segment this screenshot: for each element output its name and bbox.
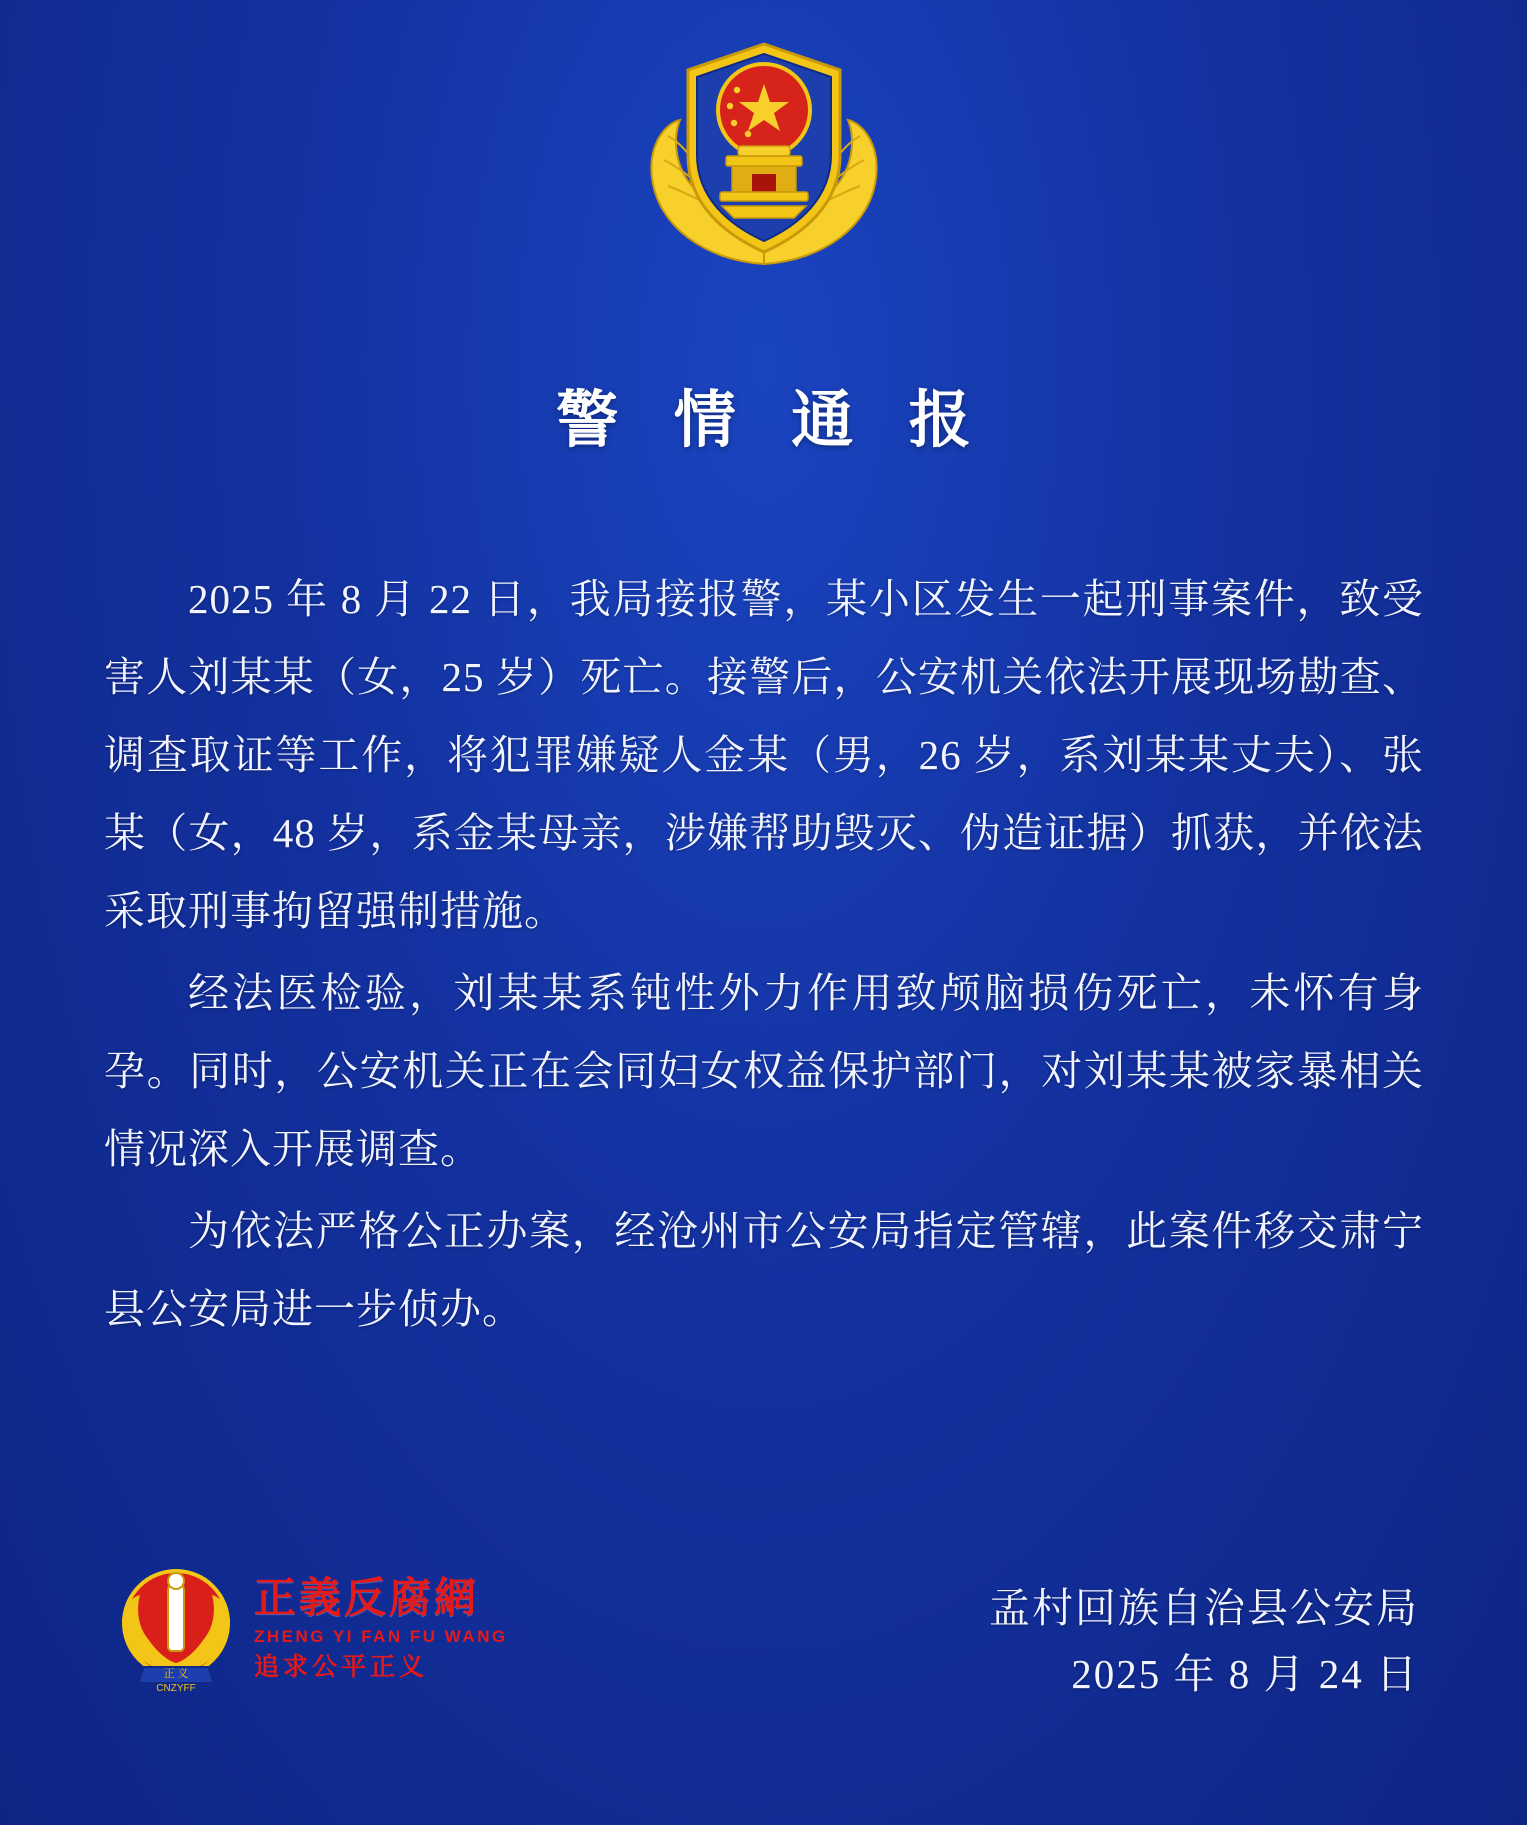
issuing-authority: 孟村回族自治县公安局	[989, 1585, 1419, 1631]
watermark-badge-icon	[110, 1563, 242, 1695]
issue-date: 2025 年 8 月 24 日	[1071, 1651, 1419, 1697]
page-title: 警 情 通 报	[556, 387, 991, 455]
watermark-badge-sub: CNZYFF	[156, 1683, 196, 1694]
watermark-slogan: 追求公平正义	[254, 1653, 429, 1681]
paragraph-2: 经法医检验，刘某某系钝性外力作用致颅脑损伤死亡，未怀有身孕。同时，公安机关正在会同妇女权益保护部门，对刘某某被家暴相关情况深入开展调查。	[104, 970, 1424, 1172]
watermark-name-pinyin: ZHENG YI FAN FU WANG	[254, 1627, 508, 1646]
notice-body	[104, 560, 1424, 1352]
paragraph-3: 为依法严格公正办案，经沧州市公安局指定管辖，此案件移交肃宁县公安局进一步侦办。	[104, 1208, 1424, 1332]
watermark-text	[254, 1577, 508, 1681]
site-watermark	[110, 1563, 508, 1695]
watermark-name-cn: 正義反腐網	[254, 1575, 480, 1622]
watermark-badge-label: 正 义	[163, 1668, 189, 1680]
signature-block	[989, 1575, 1419, 1707]
paragraph-1: 2025 年 8 月 22 日，我局接报警，某小区发生一起刑事案件，致受害人刘某某（女，25 岁）死亡。接警后，公安机关依法开展现场勘查、调查取证等工作，将犯罪嫌疑人金某（男，26 岁，系刘某某丈夫）、张某（女，48 岁，系金某母亲，涉嫌帮助毁灭、伪造证据）抓获，并依法采取刑事拘留强制措施。	[104, 576, 1424, 934]
police-emblem	[634, 28, 894, 278]
